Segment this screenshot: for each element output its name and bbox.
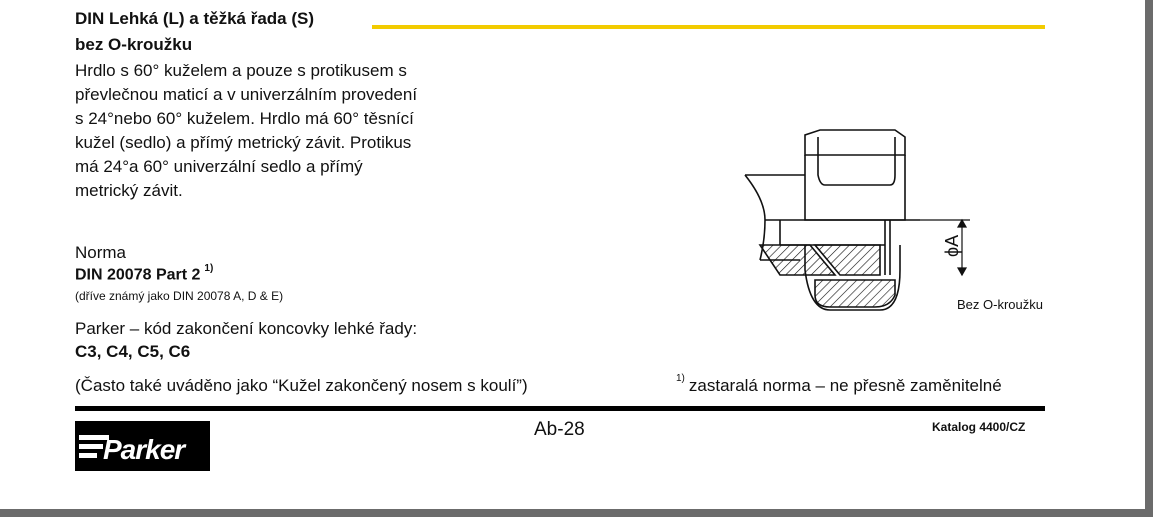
footnote: [676, 373, 1002, 396]
description-line: kužel (sedlo) a přímý metrický závit. Protikus: [75, 133, 412, 152]
norma-note: (dříve známý jako DIN 20078 A, D & E): [75, 289, 284, 303]
diagram-caption: Bez O-kroužku: [957, 297, 1043, 312]
description-line: metrický závit.: [75, 181, 183, 200]
description-line: Hrdlo s 60° kuželem a pouze s protikusem s: [75, 61, 407, 80]
parker-codes: C3, C4, C5, C6: [75, 342, 191, 361]
description-line: má 24°a 60° univerzální sedlo a přímý: [75, 157, 363, 176]
footnote-mark: 1): [676, 373, 685, 385]
parker-code-label: Parker – kód zakončení koncovky lehké řady:: [75, 319, 418, 338]
cone-section-hatch: [760, 245, 880, 275]
footer-rule: [75, 406, 1045, 411]
also-called-note: (Často také uváděno jako “Kužel zakončený nosem s koulí”): [75, 376, 528, 395]
section-subtitle: bez O-kroužku: [75, 35, 193, 54]
catalog-label: Katalog 4400/CZ: [932, 420, 1026, 434]
section-title: DIN Lehká (L) a těžká řada (S): [75, 9, 315, 28]
page-number: Ab-28: [534, 419, 585, 440]
norma-value: [75, 265, 213, 284]
parker-logo: [75, 421, 210, 471]
description: [75, 59, 417, 203]
norma-label: Norma: [75, 243, 127, 262]
description-line: převlečnou maticí a v univerzálním provedení: [75, 85, 418, 104]
svg-text:Parker: Parker: [103, 434, 185, 465]
dimension-label: ϕA: [942, 234, 962, 257]
footnote-text: zastaralá norma – ne přesně zaměnitelné: [688, 376, 1002, 395]
norma-standard: DIN 20078 Part 2: [75, 266, 201, 284]
nut-section-hatch: [815, 280, 895, 307]
title-accent-line: [372, 25, 1045, 29]
norma-footnote-mark: 1): [204, 263, 214, 274]
fitting-diagram: [740, 125, 1070, 325]
description-line: s 24°nebo 60° kuželem. Hrdlo má 60° těsnící: [75, 109, 414, 128]
